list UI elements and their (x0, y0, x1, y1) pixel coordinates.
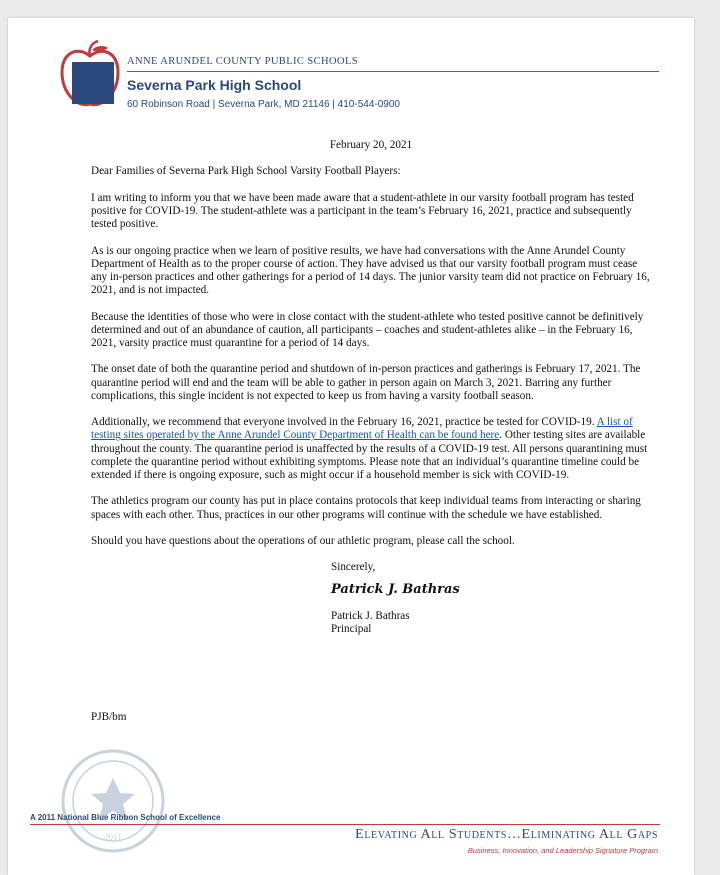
paragraph-6: The athletics program our county has put in place contains protocols that keep individual teams from interacting or sharing spaces with each other. Thus, practices in our other programs will continue with the schedule we have established. (91, 495, 641, 521)
program-tagline: Business, Innovation, and Leadership Signature Program (467, 846, 658, 855)
salutation: Dear Families of Severna Park High School Varsity Football Players: (91, 165, 401, 178)
header-rule (127, 71, 659, 72)
signer-name: Patrick J. Bathras (331, 609, 410, 622)
testing-sites-link[interactable]: A list of testing sites operated by the Anne Arundel County Department of Health can be found here (91, 416, 633, 442)
closing-block (331, 561, 651, 636)
paragraph-5-end: . Other testing sites are available throughout the county. The quarantine period is unaffected by the results of a COVID-19 test. All persons quarantining must complete the quarantine period without exhibiting symptoms. Please note that an individual’s quarantine timeline could be extended if there is ongoing exposure, such as might occur if a household member is sick with COVID-19. (91, 429, 648, 481)
school-name: Severna Park High School (127, 77, 302, 93)
seal-year: 2011 (104, 832, 122, 842)
paragraph-2: As is our ongoing practice when we learn of positive results, we have had conversations with the Anne Arundel County Department of Health as to the proper course of action. They have advised us that our varsity football program must cease any in-person practices and other gatherings for a period of 14 days. The junior varsity team did not practice on February 16, 2021, and is not impacted. (91, 244, 650, 297)
paragraph-1: I am writing to inform you that we have been made aware that a student-athlete in our varsity football program has tested positive for COVID-19. The student-athlete was a participant in the team’s February 16, 2021, practice and subsequently tested positive. (91, 191, 634, 231)
blue-ribbon-text: A 2011 National Blue Ribbon School of Excellence (30, 813, 221, 822)
signer-title: Principal (331, 622, 372, 635)
letter-page (8, 18, 694, 875)
letter-date: February 20, 2021 (329, 139, 413, 151)
letterhead (8, 18, 694, 118)
school-address: 60 Robinson Road | Severna Park, MD 21146 | 410-544-0900 (127, 99, 400, 110)
school-motto: Elevating All Students…Eliminating All Gaps (355, 827, 658, 842)
footer-rule (30, 824, 660, 825)
paragraph-7: Should you have questions about the operations of our athletic program, please call the school. (91, 534, 515, 547)
paragraph-5-start: Additionally, we recommend that everyone involved in the February 16, 2021, practice be tested for COVID-19. (91, 416, 597, 429)
paragraph-4: The onset date of both the quarantine period and shutdown of in-person practices and gatherings is February 17, 2021. The quarantine period will end and the team will be able to gather in person again on March 3, 2021. Barring any further complications, this single incident is not expected to keep us from having a varsity football season. (91, 363, 641, 402)
signature: Patrick J. Bathras (331, 581, 460, 597)
paragraph-5 (91, 416, 651, 482)
district-name: ANNE ARUNDEL COUNTY PUBLIC SCHOOLS (127, 56, 358, 67)
paragraph-3: Because the identities of those who were in close contact with the student-athlete who tested positive cannot be definitively determined and out of an abundance of caution, all participants – coaches and student-athletes alike – in the February 16, 2021, varsity practice must quarantine for a period of 14 days. (91, 310, 644, 349)
blue-ribbon-seal-icon (60, 748, 166, 854)
apple-logo-icon (58, 40, 122, 112)
letter-body (91, 139, 651, 636)
closing: Sincerely, (331, 561, 376, 574)
typist-initials: PJB/bm (91, 711, 127, 723)
